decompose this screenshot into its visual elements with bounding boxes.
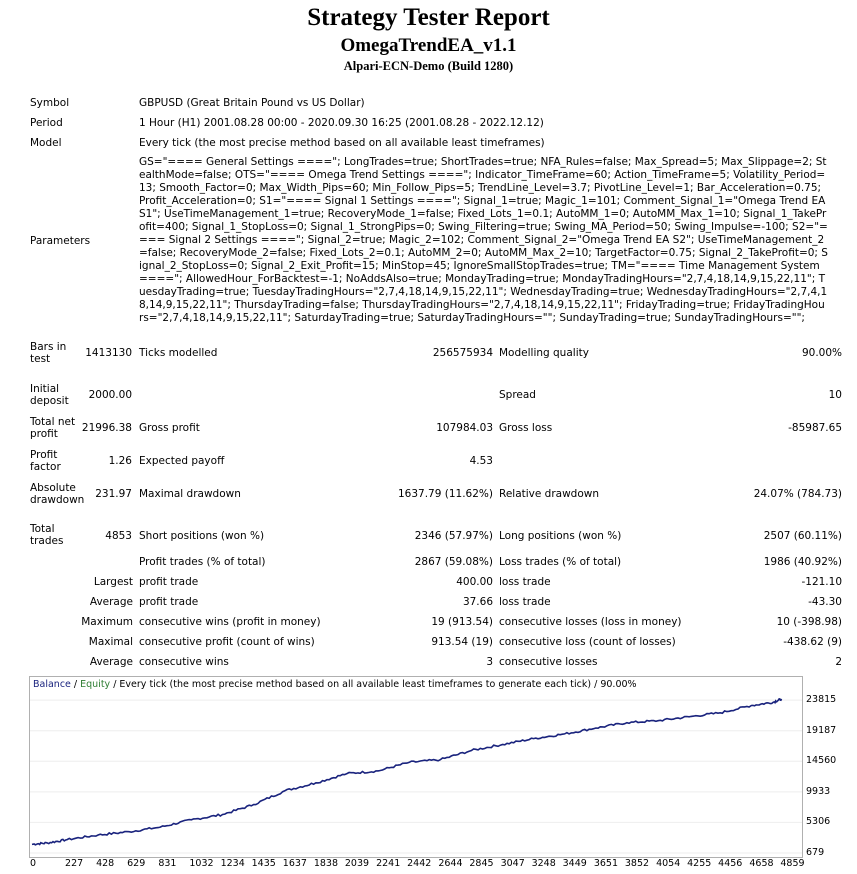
x-tick-label: 1838 — [313, 858, 339, 869]
x-tick-label: 227 — [65, 858, 84, 869]
account-name: Alpari-ECN-Demo (Build 1280) — [343, 59, 514, 73]
loss-trades-value: 1986 (40.92%) — [763, 556, 842, 568]
cons-loss-label: consecutive loss (count of losses) — [499, 636, 676, 648]
y-tick-label: 19187 — [806, 724, 837, 736]
max-drawdown-value: 1637.79 (11.62%) — [398, 488, 493, 500]
maximum-label: Maximum — [81, 616, 133, 628]
profit-factor-value: 1.26 — [108, 455, 132, 467]
gross-loss-value: -85987.65 — [788, 422, 842, 434]
period-value: 1 Hour (H1) 2001.08.28 00:00 - 2020.09.30 16:25 (2001.08.28 - 2022.12.12) — [139, 117, 544, 129]
legend-equity: Equity — [80, 679, 111, 690]
symbol-value: GBPUSD (Great Britain Pound vs US Dollar) — [139, 97, 365, 109]
model-label: Model — [30, 137, 62, 149]
largest-profit-label: profit trade — [139, 576, 199, 588]
net-label: Total net profit — [30, 416, 76, 440]
largest-loss-label: loss trade — [499, 576, 551, 588]
x-tick-label: 3651 — [593, 858, 619, 869]
x-tick-label: 831 — [158, 858, 177, 869]
ticks-label: Ticks modelled — [139, 347, 218, 359]
maximal-label: Maximal — [88, 636, 133, 648]
avg-loss-value: -43.30 — [808, 596, 842, 608]
largest-label: Largest — [93, 576, 133, 588]
profit-factor-label: Profit factor — [30, 449, 61, 473]
cons-profit-label: consecutive profit (count of wins) — [139, 636, 315, 648]
avg-loss-label: loss trade — [499, 596, 551, 608]
profit-trades-label: Profit trades (% of total) — [139, 556, 266, 568]
net-value: 21996.38 — [81, 422, 132, 434]
balance-chart — [29, 676, 803, 858]
payoff-value: 4.53 — [469, 455, 493, 467]
avg-profit-label: profit trade — [139, 596, 199, 608]
x-tick-label: 2644 — [438, 858, 463, 869]
rel-drawdown-label: Relative drawdown — [499, 488, 600, 500]
largest-profit-value: 400.00 — [456, 576, 493, 588]
x-tick-label: 4456 — [718, 858, 743, 869]
total-trades-value: 4853 — [105, 530, 132, 542]
short-label: Short positions (won %) — [139, 530, 265, 542]
long-label: Long positions (won %) — [499, 530, 622, 542]
avg-cons-losses-label: consecutive losses — [499, 656, 598, 668]
legend-rest: / Every tick (the most precise method based on all available least timeframes to generate each tick) / 90.00% — [110, 679, 637, 690]
x-tick-label: 4054 — [656, 858, 681, 869]
gross-loss-label: Gross loss — [499, 422, 553, 434]
model-value: Every tick (the most precise method based on all available least timeframes) — [139, 137, 545, 149]
bars-value: 1413130 — [85, 347, 132, 359]
long-value: 2507 (60.11%) — [763, 530, 842, 542]
total-trades-label: Total trades — [30, 523, 64, 547]
y-tick-label: 9933 — [806, 785, 831, 797]
profit-trades-value: 2867 (59.08%) — [414, 556, 493, 568]
max-drawdown-label: Maximal drawdown — [139, 488, 241, 500]
avg-cons-wins-label: consecutive wins — [139, 656, 229, 668]
x-tick-label: 2039 — [344, 858, 370, 869]
bars-label: Bars in test — [30, 341, 67, 365]
avg-cons-wins-value: 3 — [486, 656, 493, 668]
avg-profit-value: 37.66 — [462, 596, 493, 608]
quality-value: 90.00% — [801, 347, 842, 359]
period-label: Period — [30, 117, 63, 129]
deposit-label: Initial deposit — [30, 383, 69, 407]
x-tick-label: 1637 — [282, 858, 307, 869]
payoff-label: Expected payoff — [139, 455, 225, 467]
y-tick-label: 5306 — [806, 816, 831, 828]
cons-wins-money-label: consecutive wins (profit in money) — [139, 616, 321, 628]
y-tick-label: 14560 — [806, 755, 837, 767]
y-tick-label: 679 — [806, 847, 825, 858]
symbol-label: Symbol — [30, 97, 70, 109]
x-tick-label: 1234 — [220, 858, 245, 869]
balance-chart-svg — [30, 677, 802, 857]
spread-label: Spread — [499, 389, 536, 401]
x-tick-label: 3852 — [624, 858, 650, 869]
x-tick-label: 2241 — [376, 858, 401, 869]
x-tick-label: 3047 — [500, 858, 525, 869]
x-tick-label: 3248 — [531, 858, 556, 869]
cons-profit-value: 913.54 (19) — [431, 636, 493, 648]
parameters-label: Parameters — [30, 235, 91, 247]
cons-loss-value: -438.62 (9) — [783, 636, 842, 648]
x-tick-label: 428 — [96, 858, 115, 869]
x-tick-label: 4658 — [749, 858, 774, 869]
cons-losses-money-label: consecutive losses (loss in money) — [499, 616, 682, 628]
x-tick-label: 1032 — [189, 858, 214, 869]
chart-legend — [33, 679, 637, 691]
x-tick-label: 1435 — [251, 858, 276, 869]
legend-sep: / — [70, 679, 81, 690]
x-tick-label: 3449 — [562, 858, 587, 869]
x-tick-label: 4255 — [687, 858, 712, 869]
x-tick-label: 0 — [30, 858, 37, 869]
x-tick-label: 4859 — [780, 858, 805, 869]
quality-label: Modelling quality — [499, 347, 589, 359]
avg-cons-losses-value: 2 — [835, 656, 842, 668]
gross-profit-value: 107984.03 — [436, 422, 493, 434]
rel-drawdown-value: 24.07% (784.73) — [753, 488, 842, 500]
gross-profit-label: Gross profit — [139, 422, 200, 434]
abs-drawdown-value: 231.97 — [95, 488, 132, 500]
parameters-value: GS="==== General Settings ===="; LongTrades=true; ShortTrades=true; NFA_Rules=false; Max_Spread=5; Max_Slippage=2; StealthMode=false; OTS="==== Omega Trend Settings ===="; Indicator_TimeFrame=60; Action_TimeFrame=5; Volatility_Period=13; Smooth_Factor=0; Max_Width_Pips=60; Min_Follow_Pips=5; TrendLine_Level=3.7; PivotLine_Level=1; Bar_Acceleration=0.75; Profit_Acceleration=0; S1="==== Signal 1 Settings ===="; Signal_1=true; Magic_1=101; Comment_Signal_1="Omega Trend EA S1"; UseTimeManagement_1=true; RecoveryMode_1=false; Fixed_Lots_1=0.1; AutoMM_1=0; AutoMM_Max_1=10; Signal_1_TakeProfit=400; Signal_1_StopLoss=0; Signal_1_StrongPips=0; Swing_Filtering=true; Swing_MA_Period=50; Swing_Impulse=-100; S2="==== Signal 2 Settings ===="; Signal_2=true; Magic_2=102; Comment_Signal_2="Omega Trend EA S2"; UseTimeManagement_2=false; RecoveryMode_2=false; Fixed_Lots_2=0.1; AutoMM_2=0; AutoMM_Max_2=10; TargetFactor=0.75; Signal_2_TakeProfit=0; Signal_2_StopLoss=0; Signal_2_Exit_Profit=15; MinStop=45; IgnoreSmallStopTrades=true; TM="==== Time Management System ===="; AllowedHour_ForBacktest=-1; NoAddsAlso=true; MondayTrading=true; MondayTradingHours="2,7,4,18,14,9,15,22,11"; TuesdayTrading=true; TuesdayTradingHours="2,7,4,18,14,9,15,22,11"; WednesdayTrading=true; WednesdayTradingHours="2,7,4,18,14,9,15,22,11"; ThursdayTrading=false; ThursdayTradingHours="2,7,4,18,14,9,15,22,11"; FridayTrading=true; FridayTradingHours="2,7,4,18,14,9,15,22,11"; SaturdayTrading=true; SaturdayTradingHours=""; SundayTrading=true; SundayTradingHours=""; — [139, 156, 828, 324]
average2-label: Average — [89, 656, 133, 668]
largest-loss-value: -121.10 — [801, 576, 842, 588]
abs-drawdown-label: Absolute drawdown — [30, 482, 85, 506]
legend-balance: Balance — [33, 679, 71, 690]
loss-trades-label: Loss trades (% of total) — [499, 556, 622, 568]
x-tick-label: 2845 — [469, 858, 494, 869]
deposit-value: 2000.00 — [88, 389, 132, 401]
x-tick-label: 2442 — [407, 858, 432, 869]
cons-wins-money-value: 19 (913.54) — [431, 616, 493, 628]
average-label: Average — [89, 596, 133, 608]
ea-name: OmegaTrendEA_v1.1 — [340, 35, 517, 56]
ticks-value: 256575934 — [432, 347, 493, 359]
short-value: 2346 (57.97%) — [414, 530, 493, 542]
x-tick-label: 629 — [127, 858, 146, 869]
y-tick-label: 23815 — [806, 694, 837, 706]
spread-value: 10 — [828, 389, 842, 401]
cons-losses-money-value: 10 (-398.98) — [776, 616, 842, 628]
report-title: Strategy Tester Report — [307, 4, 550, 31]
